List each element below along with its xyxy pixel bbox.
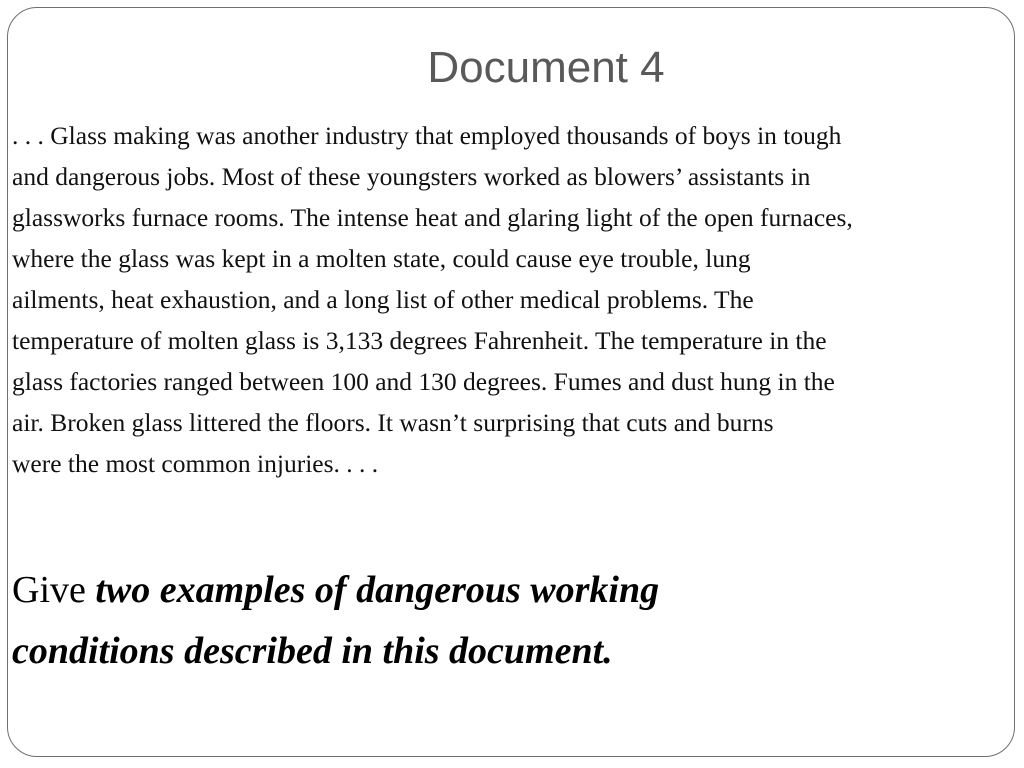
passage-line: temperature of molten glass is 3,133 degrees Fahrenheit. The temperature in the: [12, 326, 827, 355]
passage-line: were the most common injuries. . . .: [12, 449, 379, 478]
passage-line: air. Broken glass littered the floors. It wasn’t surprising that cuts and burns: [12, 408, 774, 437]
question-prefix: Give: [12, 569, 96, 611]
document-passage: [12, 115, 1012, 484]
question-line-1: [12, 560, 1012, 621]
passage-line: glass factories ranged between 100 and 130 degrees. Fumes and dust hung in the: [12, 367, 835, 396]
passage-line: glassworks furnace rooms. The intense heat and glaring light of the open furnaces,: [12, 203, 853, 232]
slide-title: Document 4: [427, 43, 665, 92]
passage-line: and dangerous jobs. Most of these youngsters worked as blowers’ assistants in: [12, 162, 811, 191]
passage-line: . . . Glass making was another industry that employed thousands of boys in tough: [12, 121, 842, 150]
question-prompt: [12, 560, 1012, 682]
passage-line: where the glass was kept in a molten state, could cause eye trouble, lung: [12, 244, 751, 273]
passage-line: ailments, heat exhaustion, and a long list of other medical problems. The: [12, 285, 754, 314]
question-emphasis-1: two examples of dangerous working: [95, 569, 660, 611]
question-emphasis-2: conditions described in this document.: [12, 630, 613, 672]
question-line-2: [12, 621, 1012, 682]
slide: [7, 7, 1015, 757]
